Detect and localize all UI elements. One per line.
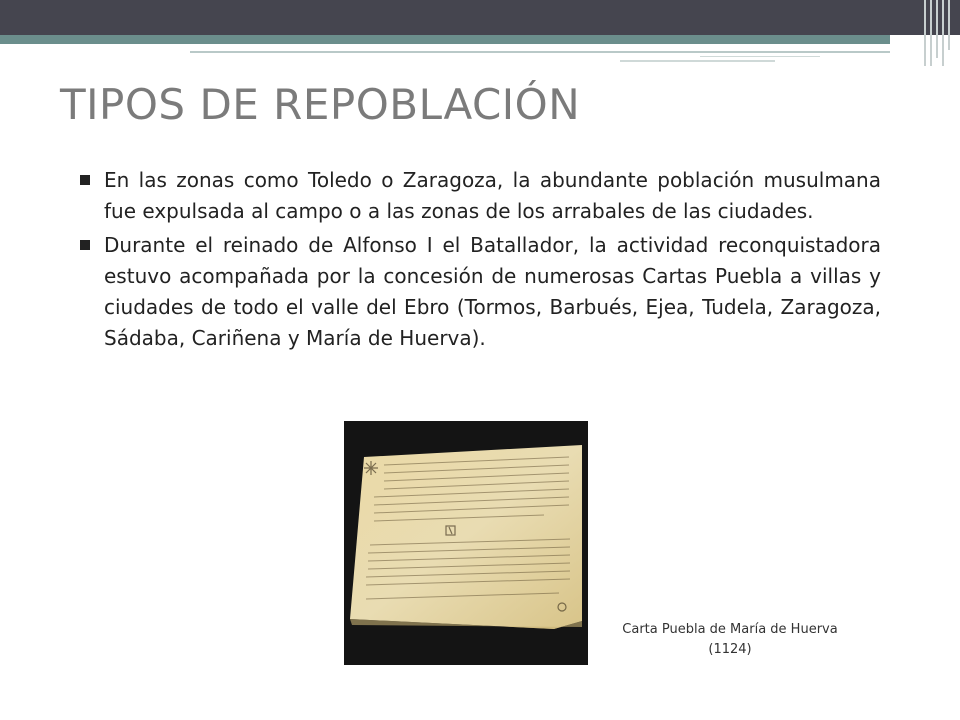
image-caption [600, 620, 860, 660]
parchment-illustration [344, 421, 588, 665]
header-thin-line [620, 60, 775, 62]
bullet-list [78, 165, 881, 357]
caption-year: (1124) [708, 642, 752, 657]
header-thin-line [190, 51, 890, 53]
slide-title: TIPOS DE REPOBLACIÓN [60, 80, 581, 129]
square-bullet-icon [80, 240, 90, 250]
bullet-text: En las zonas como Toledo o Zaragoza, la abundante población musulmana fue expulsada al campo o a las zonas de los arrabales de las ciudades. [104, 168, 881, 223]
bullet-item [78, 230, 881, 354]
header-dark-bar [0, 0, 960, 35]
header-vertical-lines [922, 0, 960, 66]
caption-title: Carta Puebla de María de Huerva [622, 622, 838, 637]
bullet-text: Durante el reinado de Alfonso I el Batallador, la actividad reconquistadora estuvo acompañada por la concesión de numerosas Cartas Puebla a villas y ciudades de todo el valle del Ebro (Tormos, Barbués, Ejea, Tudela, Zaragoza, Sádaba, Cariñena y María de Huerva). [104, 233, 881, 350]
square-bullet-icon [80, 175, 90, 185]
carta-puebla-image [344, 421, 588, 665]
header-accent-bar [0, 35, 890, 44]
header-thin-line [700, 56, 820, 57]
bullet-item [78, 165, 881, 227]
